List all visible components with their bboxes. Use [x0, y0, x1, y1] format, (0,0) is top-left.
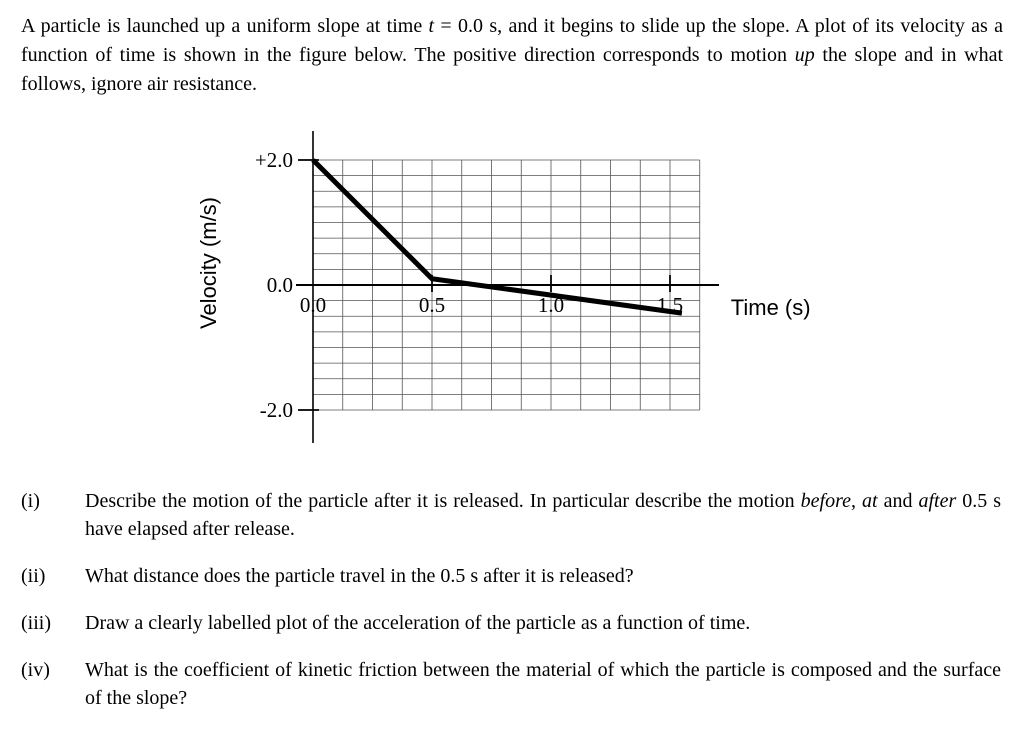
- svg-text:0.5: 0.5: [418, 293, 446, 317]
- question-number: (ii): [21, 565, 46, 587]
- velocity-time-figure: [21, 125, 1003, 487]
- question-item-i: [21, 487, 1003, 543]
- question-text: What distance does the particle travel in the 0.5 s after it is released?: [85, 565, 634, 587]
- question-text: What is the coefficient of kinetic friction between the material of which the particle is composed and the surface of the slope?: [85, 659, 1001, 709]
- question-number: (iii): [21, 612, 51, 634]
- question-number: (iv): [21, 659, 50, 681]
- question-item-iv: [21, 656, 1003, 712]
- velocity-line: [313, 160, 682, 313]
- question-item-iii: [21, 609, 1003, 637]
- svg-text:-2.0: -2.0: [259, 398, 293, 422]
- x-axis-label: Time (s): [730, 295, 811, 320]
- svg-text:0.0: 0.0: [299, 293, 327, 317]
- svg-text:1.5: 1.5: [656, 293, 684, 317]
- question-number: (i): [21, 490, 40, 512]
- question-text: Draw a clearly labelled plot of the acceleration of the particle as a function of time.: [85, 612, 751, 634]
- question-text: Describe the motion of the particle after it is released. In particular describe the motion before, at and after 0.5 s have elapsed after release.: [85, 490, 1001, 540]
- svg-text:0.0: 0.0: [266, 273, 293, 297]
- svg-text:+2.0: +2.0: [254, 148, 293, 172]
- question-item-ii: [21, 562, 1003, 590]
- questions-list: [21, 487, 1003, 712]
- y-axis-label: Velocity (m/s): [196, 196, 221, 330]
- problem-statement: A particle is launched up a uniform slope at time t = 0.0 s, and it begins to slide up the slope. A plot of its velocity as a function of time is shown in the figure below. The positive direction corresponds to motion up the slope and in what follows, ignore air resistance.: [21, 15, 1003, 95]
- svg-text:1.0: 1.0: [537, 293, 565, 317]
- velocity-time-chart: [171, 125, 871, 465]
